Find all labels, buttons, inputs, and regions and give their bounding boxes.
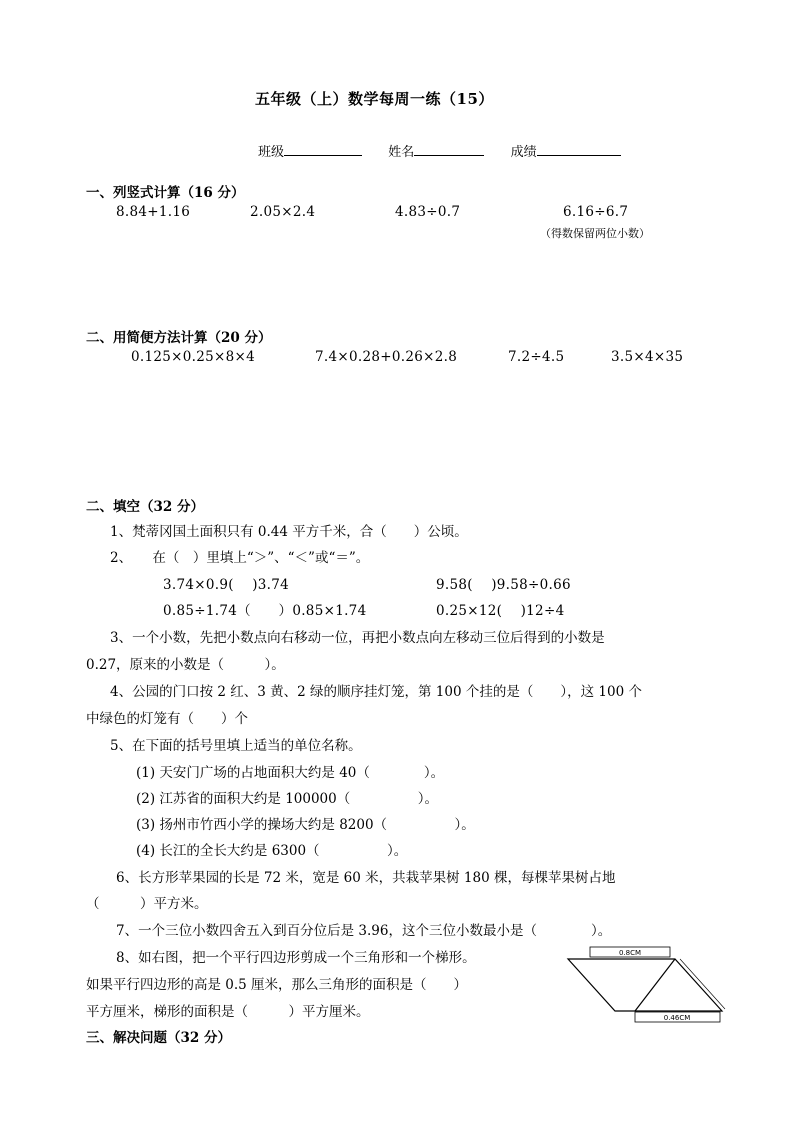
question-4-line2: 中绿色的灯笼有（ ）个 [86, 711, 248, 727]
compare-4: 0.25×12( )12÷4 [436, 603, 565, 619]
score-label: 成绩 [510, 145, 537, 160]
question-8-line1: 8、如右图，把一个平行四边形剪成一个三角形和一个梯形。 [116, 950, 476, 966]
calc-item-4: 6.16÷6.7 [563, 204, 629, 220]
question-6-line1: 6、长方形苹果园的长是 72 米，宽是 60 米，共栽苹果树 180 棵，每棵苹果树占地 [116, 870, 616, 886]
question-3-line1: 3、一个小数，先把小数点向右移动一位，再把小数点向左移动三位后得到的小数是 [110, 630, 605, 646]
class-field[interactable] [284, 143, 362, 156]
bottom-dimension-label: 0.46CM [663, 1014, 691, 1022]
name-label: 姓名 [388, 145, 415, 160]
question-5-4: (4) 长江的全长大约是 6300（ ）。 [136, 843, 408, 859]
simplify-item-4: 3.5×4×35 [611, 349, 684, 365]
question-4-line1: 4、公园的门口按 2 红、3 黄、2 绿的顺序挂灯笼，第 100 个挂的是（ ），这 100 个 [110, 684, 642, 700]
cut-line [635, 959, 675, 1011]
edge-double-line [680, 959, 725, 1009]
question-5-1: (1) 天安门广场的占地面积大约是 40（ ）。 [136, 765, 445, 781]
question-6-line2: （ ）平方米。 [86, 896, 208, 912]
calc-item-2: 2.05×2.4 [250, 204, 316, 220]
question-7: 7、一个三位小数四舍五入到百分位后是 3.96，这个三位小数最小是（ ）。 [116, 923, 612, 939]
question-2: 2、 在（ ）里填上“＞”、“＜”或“＝”。 [110, 550, 370, 566]
question-8-line3: 平方厘米，梯形的面积是（ ）平方厘米。 [86, 1004, 370, 1020]
student-info-row [258, 141, 621, 160]
parallelogram-figure [560, 945, 730, 1025]
simplify-item-3: 7.2÷4.5 [508, 349, 565, 365]
score-field[interactable] [537, 143, 621, 156]
page-title: 五年级（上）数学每周一练（15） [255, 90, 494, 108]
simplify-item-1: 0.125×0.25×8×4 [131, 349, 256, 365]
question-5-3: (3) 扬州市竹西小学的操场大约是 8200（ ）。 [136, 817, 475, 833]
section2-heading: 二、用简便方法计算（20 分） [86, 330, 272, 346]
calc-item-3: 4.83÷0.7 [395, 204, 461, 220]
class-label: 班级 [258, 145, 285, 160]
compare-2: 9.58( )9.58÷0.66 [436, 577, 571, 593]
compare-1: 3.74×0.9( )3.74 [163, 577, 290, 593]
name-field[interactable] [414, 143, 484, 156]
section4-heading: 三、解决问题（32 分） [86, 1030, 231, 1046]
simplify-item-2: 7.4×0.28+0.26×2.8 [315, 349, 458, 365]
question-8-line2: 如果平行四边形的高是 0.5 厘米，那么三角形的面积是（ ） [86, 977, 468, 993]
question-5-2: (2) 江苏省的面积大约是 100000（ ）。 [136, 791, 438, 807]
compare-3: 0.85÷1.74（ ）0.85×1.74 [163, 603, 367, 619]
calc-item-1: 8.84+1.16 [116, 204, 191, 220]
section1-heading: 一、列竖式计算（16 分） [86, 185, 245, 201]
question-3-line2: 0.27，原来的小数是（ ）。 [86, 657, 285, 673]
rounding-note: （得数保留两位小数） [540, 227, 650, 240]
question-1: 1、梵蒂冈国土面积只有 0.44 平方千米，合（ ）公顷。 [110, 524, 468, 540]
question-5: 5、在下面的括号里填上适当的单位名称。 [110, 738, 362, 754]
top-dimension-label: 0.8CM [618, 949, 642, 957]
parallelogram-outline [568, 959, 722, 1011]
section3-heading: 二、填空（32 分） [86, 499, 204, 515]
